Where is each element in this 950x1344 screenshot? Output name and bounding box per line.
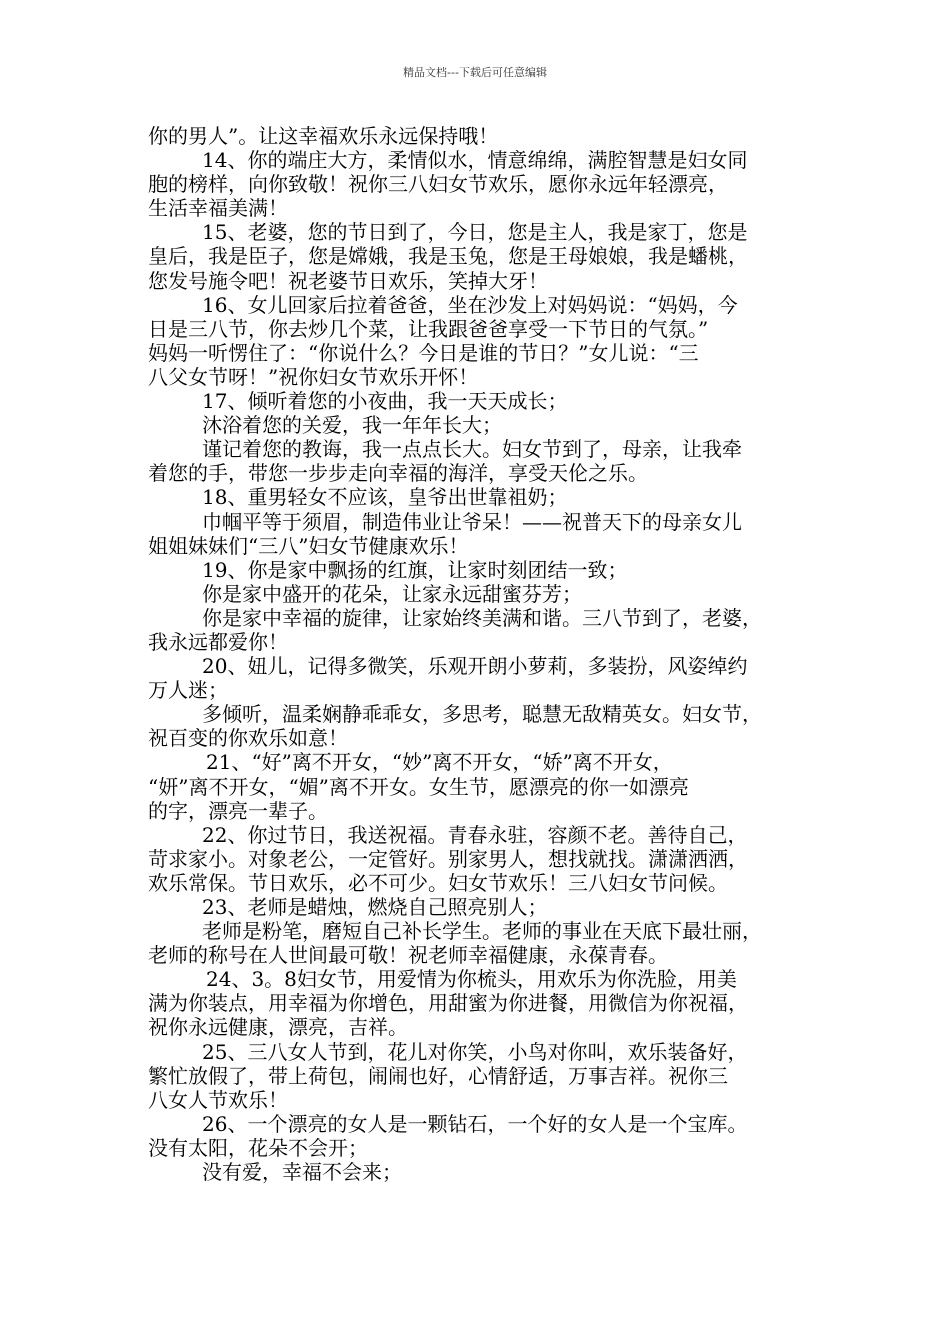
text-line: 23、老师是蜡烛，燃烧自己照亮别人； bbox=[202, 895, 548, 919]
text-line: 我永远都爱你！ bbox=[148, 629, 288, 654]
text-line: 繁忙放假了，带上荷包，闹闹也好，心情舒适，万事吉祥。祝你三 bbox=[148, 1063, 728, 1088]
text-line: 老师是粉笔，磨短自己补长学生。老师的事业在天底下最壮丽， bbox=[202, 919, 762, 944]
text-line: 八父女节呀！”祝你妇女节欢乐开怀！ bbox=[148, 364, 479, 389]
text-line: 20、妞儿，记得多微笑，乐观开朗小萝莉，多装扮，风姿绰约 bbox=[202, 654, 748, 679]
text-line: 没有太阳，花朵不会开； bbox=[148, 1135, 368, 1160]
text-line: 的字，漂亮一辈子。 bbox=[148, 798, 328, 823]
text-line: 26、一个漂亮的女人是一颗钻石，一个好的女人是一个宝库。 bbox=[202, 1111, 748, 1136]
text-line: 生活幸福美满！ bbox=[148, 196, 288, 221]
text-line: 万人迷； bbox=[148, 678, 228, 703]
text-line: 巾帼平等于须眉，制造伟业让爷呆！——祝普天下的母亲女儿 bbox=[202, 509, 742, 534]
text-line: “妍”离不开女，“媚”离不开女。女生节，愿漂亮的你一如漂亮 bbox=[148, 774, 689, 799]
text-line: 妈妈一听愣住了：“你说什么？今日是谁的节日？”女儿说：“三 bbox=[148, 340, 699, 365]
text-line: 14、你的端庄大方，柔情似水，情意绵绵，满腔智慧是妇女同 bbox=[202, 148, 748, 173]
text-line: 22、你过节日，我送祝福。青春永驻，容颜不老。善待自己， bbox=[202, 822, 748, 847]
text-line: 17、倾听着您的小夜曲，我一天天成长； bbox=[202, 389, 568, 414]
text-line: 19、你是家中飘扬的红旗，让家时刻团结一致； bbox=[202, 557, 628, 582]
text-line: 你是家中幸福的旋律，让家始终美满和谐。三八节到了，老婆， bbox=[202, 605, 762, 630]
text-line: 18、重男轻女不应该，皇爷出世靠祖奶； bbox=[202, 485, 568, 510]
text-line: 24、3。8妇女节，用爱情为你梳头，用欢乐为你洗脸，用美 bbox=[206, 967, 737, 992]
text-line: 沐浴着您的关爱，我一年年长大； bbox=[202, 413, 502, 438]
text-line: 你的男人”。让这幸福欢乐永远保持哦！ bbox=[148, 124, 499, 148]
text-line: 日是三八节，你去炒几个菜，让我跟爸爸享受一下节日的气氛。” bbox=[148, 316, 709, 341]
text-line: 欢乐常保。节日欢乐，必不可少。妇女节欢乐！三八妇女节问候。 bbox=[148, 870, 728, 895]
text-line: 祝百变的你欢乐如意！ bbox=[148, 726, 348, 751]
text-line: 皇后，我是臣子，您是嫦娥，我是玉兔，您是王母娘娘，我是蟠桃， bbox=[148, 244, 748, 269]
text-line: 谨记着您的教诲，我一点点长大。妇女节到了，母亲，让我牵 bbox=[202, 437, 742, 462]
text-line: 老师的称号在人世间最可敬！祝老师幸福健康，永葆青春。 bbox=[148, 943, 668, 968]
text-line: 15、老婆，您的节日到了，今日，您是主人，我是家丁，您是 bbox=[202, 220, 748, 245]
text-line: 25、三八女人节到，花儿对你笑，小鸟对你叫，欢乐装备好， bbox=[202, 1039, 748, 1064]
text-line: 16、女儿回家后拉着爸爸，坐在沙发上对妈妈说：“妈妈，今 bbox=[202, 292, 738, 317]
text-line: 八女人节欢乐！ bbox=[148, 1087, 288, 1112]
text-line: 祝你永远健康，漂亮，吉祥。 bbox=[148, 1015, 408, 1040]
text-line: 满为你装点，用幸福为你增色，用甜蜜为你进餐，用微信为你祝福， bbox=[148, 991, 748, 1016]
text-line: 多倾听，温柔娴静乖乖女，多思考，聪慧无敌精英女。妇女节， bbox=[202, 702, 762, 727]
text-line: 没有爱，幸福不会来； bbox=[202, 1160, 402, 1185]
document-body bbox=[148, 124, 812, 1184]
text-line: 胞的榜样，向你致敬！祝你三八妇女节欢乐，愿你永远年轻漂亮， bbox=[148, 172, 728, 197]
text-line: 着您的手，带您一步步走向幸福的海洋，享受天伦之乐。 bbox=[148, 461, 648, 486]
text-line: 姐姐妹妹们“三八”妇女节健康欢乐！ bbox=[148, 533, 469, 558]
page-header: 精品文档---下载后可任意编辑 bbox=[403, 66, 547, 79]
text-line: 21、“好”离不开女，“妙”离不开女，“娇”离不开女， bbox=[206, 750, 673, 775]
text-line: 苛求家小。对象老公，一定管好。别家男人，想找就找。潇潇洒洒， bbox=[148, 846, 748, 871]
text-line: 你是家中盛开的花朵，让家永远甜蜜芬芳； bbox=[202, 581, 582, 606]
text-line: 您发号施令吧！祝老婆节日欢乐，笑掉大牙！ bbox=[148, 268, 548, 293]
